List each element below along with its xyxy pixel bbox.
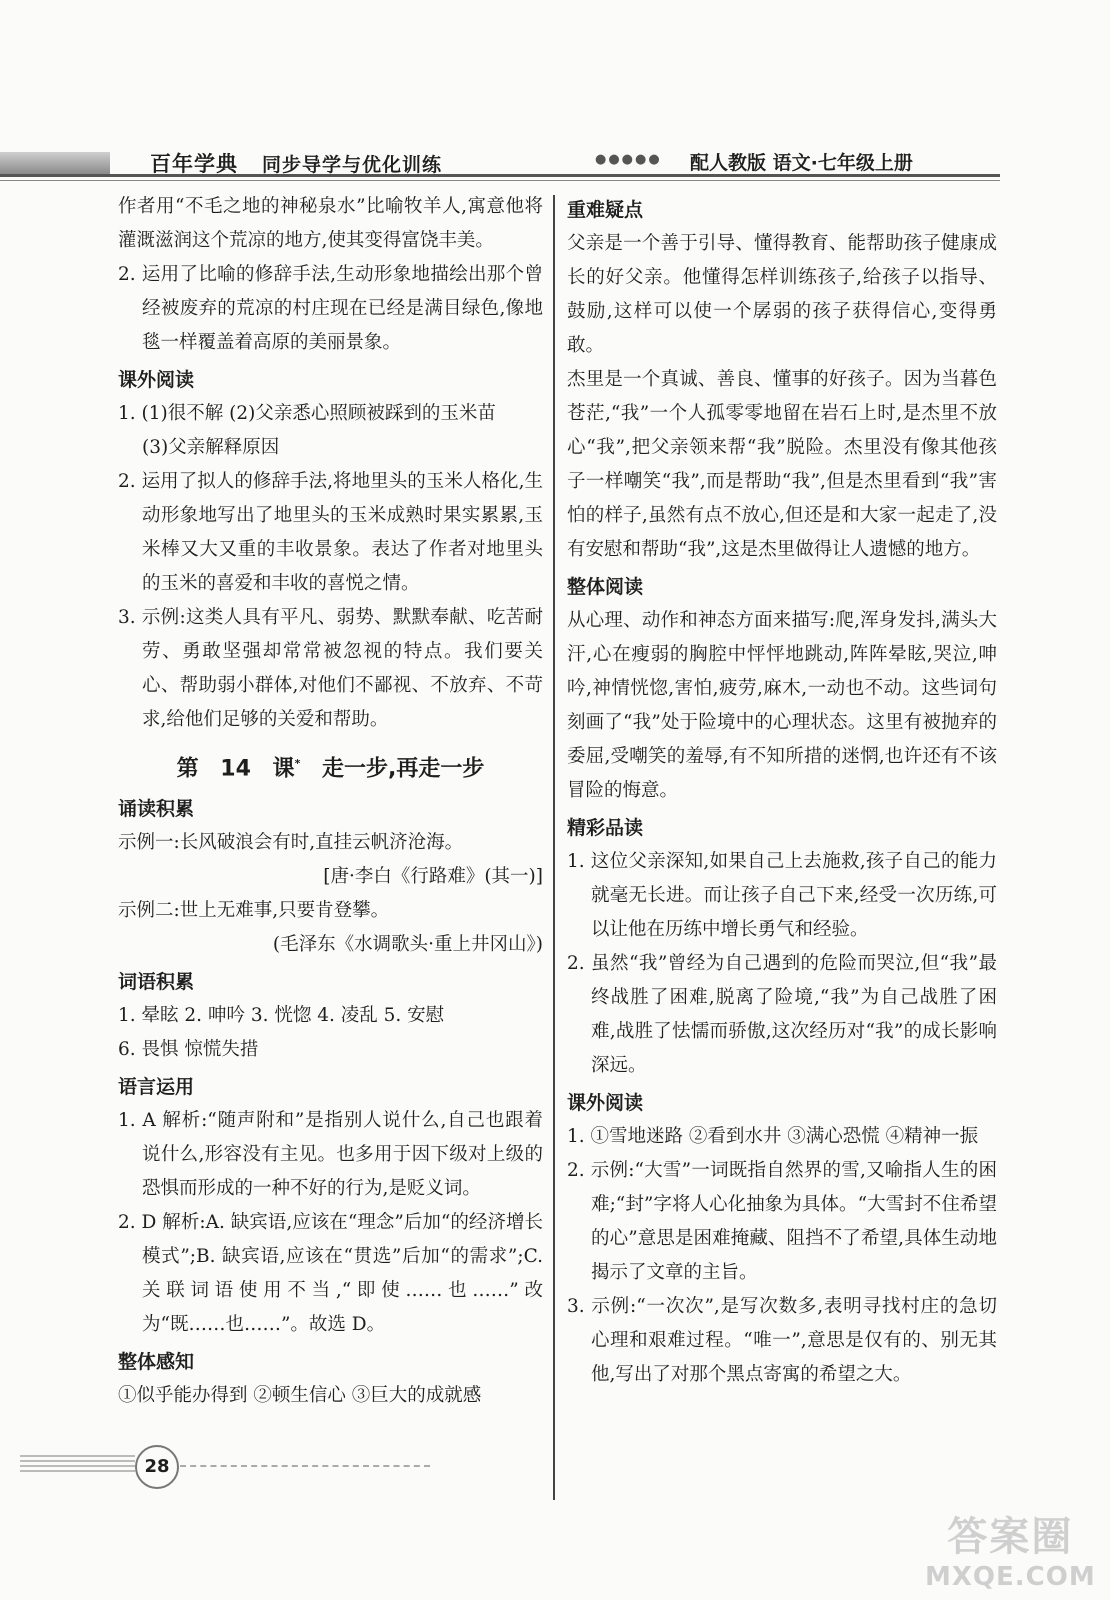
header-dots: ●●●●● xyxy=(595,152,662,167)
book-subtitle: 同步导学与优化训练 xyxy=(262,154,443,176)
lesson-name: 走一步,再走一步 xyxy=(322,756,485,782)
lesson-mark: * xyxy=(294,757,301,770)
answer-text: 示例一:长风破浪会有时,直挂云帆济沧海。 xyxy=(118,832,464,854)
answer-item: 3. 示例:这类人具有平凡、弱势、默默奉献、吃苦耐劳、勇敢坚强却常常被忽视的特点。我们要关心、帮助弱小群体,对他们不鄙视、不放弃、不苛求,给他们足够的关爱和帮助。 xyxy=(118,607,543,730)
header-rule-thin xyxy=(0,180,1000,181)
lesson-number: 第 14 课 xyxy=(176,756,295,782)
column-divider xyxy=(553,195,555,1500)
answer-text: 6. 畏惧 惊慌失措 xyxy=(118,1039,259,1061)
answer-item: 2. 运用了比喻的修辞手法,生动形象地描绘出那个曾经被废弃的荒凉的村庄现在已经是满目绿色,像地毯一样覆盖着高原的美丽景象。 xyxy=(118,264,543,353)
page-number: 28 xyxy=(135,1445,179,1489)
section-heading: 词语积累 xyxy=(118,971,195,994)
book-brand: 百年学典 xyxy=(150,152,238,176)
answer-text: 示例二:世上无难事,只要肯登攀。 xyxy=(118,900,390,922)
lesson-title xyxy=(118,747,543,786)
page-header xyxy=(0,110,1110,190)
section-heading: 精彩品读 xyxy=(567,817,644,839)
left-column xyxy=(118,190,543,1413)
section-heading: 整体阅读 xyxy=(567,576,644,598)
answer-item: 2. D 解析:A. 缺宾语,应该在“理念”后加“的经济增长模式”;B. 缺宾语,应该在“贯选”后加“的需求”;C. 关联词语使用不当,“即使……也……”改为“既……也……”。故选 D。 xyxy=(118,1212,543,1336)
section-heading: 语言运用 xyxy=(118,1076,195,1099)
answer-text: 1. 晕眩 2. 呻吟 3. 恍惚 4. 凌乱 5. 安慰 xyxy=(118,1005,445,1027)
watermark-logo-text: 答案圈 xyxy=(947,1514,1074,1560)
answer-text: 作者用“不毛之地的神秘泉水”比喻牧羊人,寓意他将灌溉滋润这个荒凉的地方,使其变得富饶丰美。 xyxy=(118,196,543,251)
answer-item: 2. 虽然“我”曾经为自己遇到的危险而哭泣,但“我”最终战胜了困难,脱离了险境,“我”为自己战胜了困难,战胜了怯懦而骄傲,这次经历对“我”的成长影响深远。 xyxy=(567,953,997,1076)
answer-item: 1. ①雪地迷路 ②看到水井 ③满心恐慌 ④精神一振 xyxy=(567,1126,979,1147)
citation: [唐·李白《行路难》(其一)] xyxy=(323,866,543,888)
answer-item: 2. 示例:“大雪”一词既指自然界的雪,又喻指人生的困难;“封”字将人心化抽象为具体。“大雪封不住希望的心”意思是困难掩藏、阻挡不了希望,具体生动地揭示了文章的主旨。 xyxy=(567,1160,997,1283)
citation: (毛泽东《水调歌头·重上井冈山》) xyxy=(272,934,543,956)
footer-decoration xyxy=(20,1455,135,1475)
page-footer xyxy=(0,1435,600,1495)
section-heading: 重难疑点 xyxy=(567,199,644,221)
answer-text: ①似乎能办得到 ②顿生信心 ③巨大的成就感 xyxy=(118,1385,482,1407)
answer-text: 父亲是一个善于引导、懂得教育、能帮助孩子健康成长的好父亲。他懂得怎样训练孩子,给孩子以指导、鼓励,这样可以使一个孱弱的孩子获得信心,变得勇敢。 xyxy=(567,233,997,356)
answer-text: 杰里是一个真诚、善良、懂事的好孩子。因为当暮色苍茫,“我”一个人孤零零地留在岩石上时,是杰里不放心“我”,把父亲领来帮“我”脱险。杰里没有像其他孩子一样嘲笑“我”,而是帮助“我”,但是杰里看到“我”害怕的样子,虽然有点不放心,但还是和大家一起走了,没有安慰和帮助“我”,这是杰里做得让人遗憾的地方。 xyxy=(567,369,997,560)
section-heading: 课外阅读 xyxy=(567,1092,644,1114)
watermark-url: MXQE.COM xyxy=(925,1562,1096,1592)
answer-item: 1. (1)很不解 (2)父亲悉心照顾被踩到的玉米苗 xyxy=(118,403,496,424)
answer-item: 1. A 解析:“随声附和”是指别人说什么,自己也跟着说什么,形容没有主见。也多用于因下级对上级的恐惧而形成的一种不好的行为,是贬义词。 xyxy=(118,1110,543,1200)
site-watermark xyxy=(925,1505,1096,1592)
answer-item: 2. 运用了拟人的修辞手法,将地里头的玉米人格化,生动形象地写出了地里头的玉米成熟时果实累累,玉米棒又大又重的丰收景象。表达了作者对地里头的玉米的喜爱和丰收的喜悦之情。 xyxy=(118,471,543,594)
right-column xyxy=(567,190,997,1392)
answer-item: (3)父亲解释原因 xyxy=(142,437,280,458)
book-edition: 配人教版 语文·七年级上册 xyxy=(690,152,913,174)
section-heading: 诵读积累 xyxy=(118,798,195,821)
answer-item: 1. 这位父亲深知,如果自己上去施救,孩子自己的能力就毫无长进。而让孩子自己下来,经受一次历练,可以让他在历练中增长勇气和经验。 xyxy=(567,851,997,940)
answer-item: 3. 示例:“一次次”,是写次数多,表明寻找村庄的急切心理和艰难过程。“唯一”,意思是仅有的、别无其他,写出了对那个黑点寄寓的希望之大。 xyxy=(567,1296,997,1385)
footer-dashed-rule xyxy=(180,1465,430,1467)
section-heading: 整体感知 xyxy=(118,1351,195,1374)
header-decoration xyxy=(0,152,110,174)
answer-text: 从心理、动作和神态方面来描写:爬,浑身发抖,满头大汗,心在瘦弱的胸腔中怦怦地跳动,阵阵晕眩,哭泣,呻吟,神情恍惚,害怕,疲劳,麻木,一动也不动。这些词句刻画了“我”处于险境中的心理状态。这里有被抛弃的委屈,受嘲笑的羞辱,有不知所措的迷惘,也许还有不该冒险的悔意。 xyxy=(567,610,997,801)
section-heading: 课外阅读 xyxy=(118,369,195,391)
